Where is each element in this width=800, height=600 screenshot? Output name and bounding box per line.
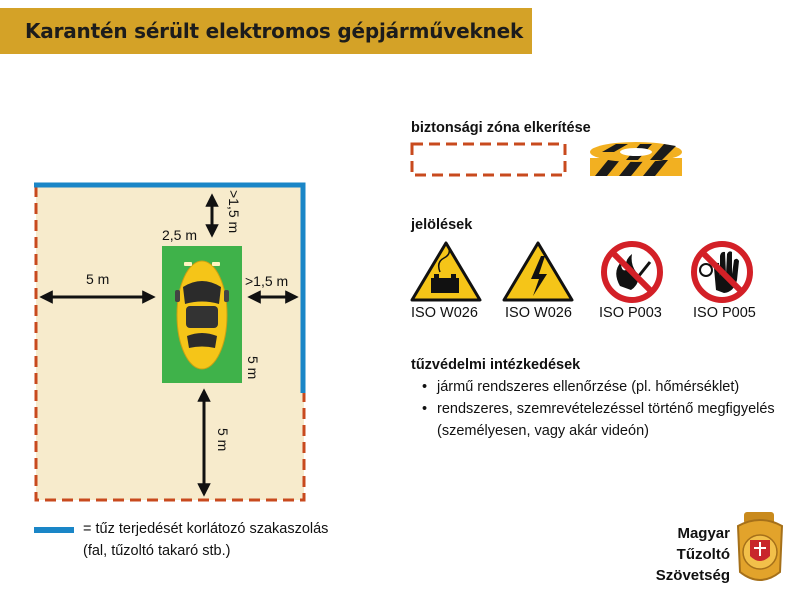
list-item: • rendszeres, szemrevételezéssel történő megfigyelés (személyesen, vagy akár videón) [411, 398, 791, 442]
markings-heading: jelölések [411, 217, 473, 233]
dim-label-length: 5 m [245, 356, 261, 380]
no-open-flame-icon [604, 244, 660, 300]
sign-code-1: ISO W026 [411, 305, 478, 321]
list-item: • jármű rendszeres ellenőrzése (pl. hőmérséklet) [411, 376, 791, 398]
fence-sample-icon [412, 144, 565, 175]
fire-measures-heading: tűzvédelmi intézkedések [411, 357, 581, 373]
sign-code-2: ISO W026 [505, 305, 572, 321]
dim-label-top: >1,5 m [226, 190, 242, 234]
org-line-3: Szövetség [655, 567, 730, 584]
high-voltage-warning-icon [502, 240, 574, 304]
no-entry-hand-icon [694, 244, 750, 300]
dim-label-bottom: 5 m [215, 428, 231, 452]
page-title: Karantén sérült elektromos gépjárműveknek [25, 19, 524, 43]
organization-name [656, 523, 730, 586]
barrier-tape-icon [590, 142, 682, 176]
dim-label-right: >1,5 m [245, 273, 289, 289]
legend-line-2: (fal, tűzoltó takaró stb.) [83, 543, 231, 559]
dim-label-left: 5 m [86, 271, 110, 287]
sign-code-4: ISO P005 [693, 305, 756, 321]
legend [83, 518, 328, 562]
dim-label-width: 2,5 m [162, 227, 198, 243]
org-line-2: Tűzoltó [676, 546, 730, 563]
organization-emblem [738, 512, 782, 580]
fire-measures-list [411, 376, 791, 442]
safety-zone-heading: biztonsági zóna elkerítése [411, 120, 591, 136]
sign-code-3: ISO P003 [599, 305, 662, 321]
battery-warning-icon [410, 240, 482, 304]
org-line-1: Magyar [677, 525, 730, 542]
legend-line-1: = tűz terjedését korlátozó szakaszolás [83, 521, 329, 537]
